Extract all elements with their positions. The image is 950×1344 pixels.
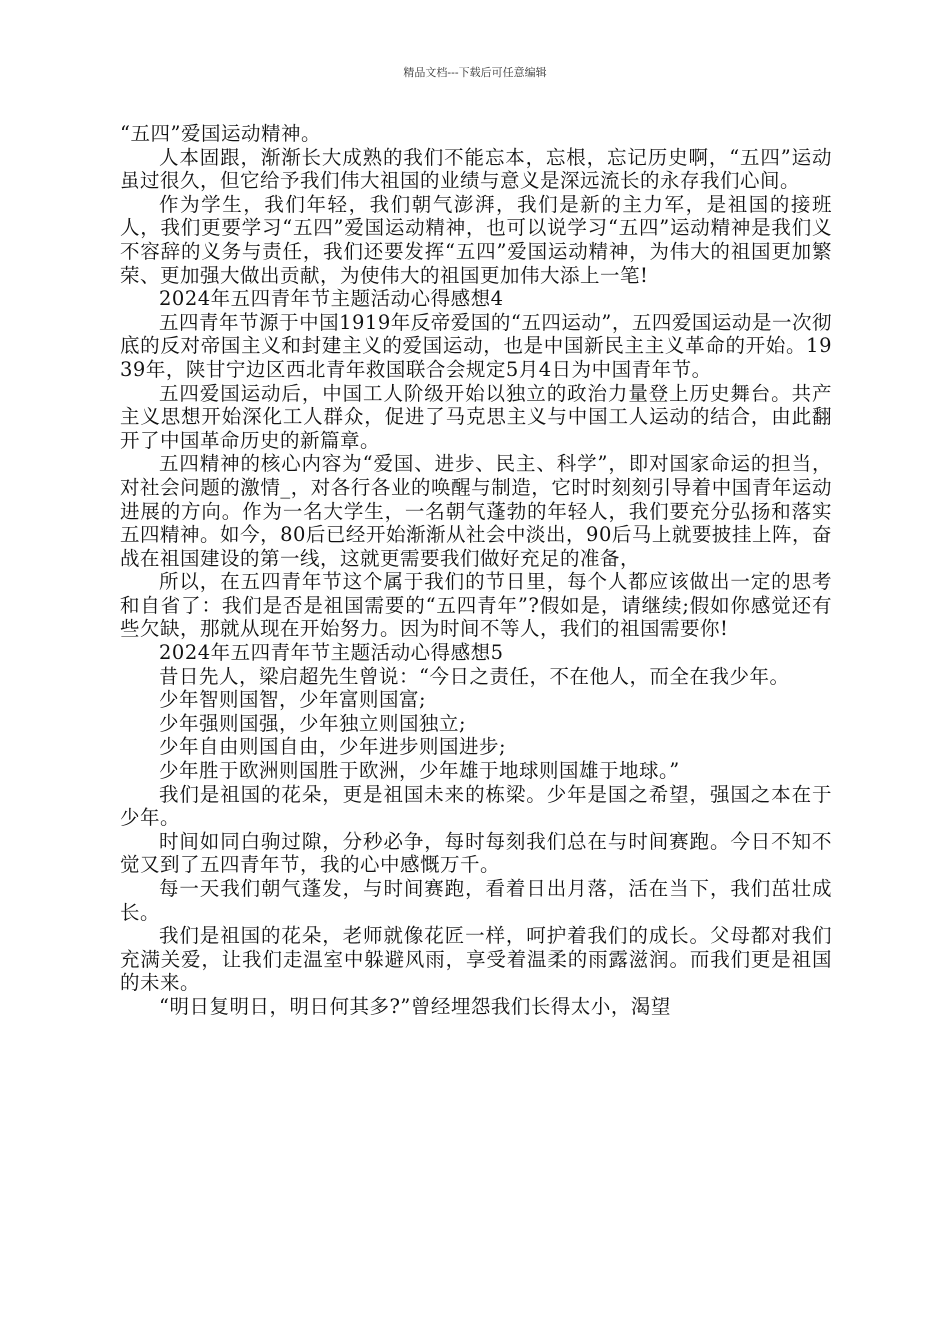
- paragraph-16: 时间如同白驹过隙，分秒必争，每时每刻我们总在与时间赛跑。今日不知不觉又到了五四青年节，我的心中感慨万千。: [120, 829, 832, 877]
- paragraph-13: 少年自由则国自由，少年进步则国进步;: [159, 735, 507, 759]
- paragraph-12: 少年强则国强，少年独立则国独立;: [159, 711, 467, 735]
- section-heading-4: 2024年五四青年节主题活动心得感想4: [159, 287, 504, 311]
- paragraph-18: 我们是祖国的花朵，老师就像花匠一样，呵护着我们的成长。父母都对我们充满关爱，让我们走温室中躲避风雨，享受着温柔的雨露滋润。而我们更是祖国的未来。: [120, 924, 832, 995]
- paragraph-7: 五四精神的核心内容为“爱国、进步、民主、科学”，即对国家命运的担当，对社会问题的激情_，对各行各业的唤醒与制造，它时时刻刻引导着中国青年运动进展的方向。作为一名大学生，一名朝气蓬勃的年轻人，我们要充分弘扬和落实五四精神。如今，80后已经开始渐渐从社会中淡出，90后马上就要披挂上阵，奋战在祖国建设的第一线，这就更需要我们做好充足的准备，: [120, 452, 832, 570]
- paragraph-19: “明日复明日，明日何其多?”曾经埋怨我们长得太小，渴望: [159, 994, 671, 1018]
- section-heading-5: 2024年五四青年节主题活动心得感想5: [159, 641, 504, 665]
- paragraph-14: 少年胜于欧洲则国胜于欧洲，少年雄于地球则国雄于地球。”: [159, 759, 680, 783]
- document-body: [120, 122, 832, 1019]
- paragraph-15: 我们是祖国的花朵，更是祖国未来的栋梁。少年是国之希望，强国之本在于少年。: [120, 782, 832, 830]
- paragraph-3: 作为学生，我们年轻，我们朝气澎湃，我们是新的主力军，是祖国的接班人，我们更要学习“五四”爱国运动精神，也可以说学习“五四”运动精神是我们义不容辞的义务与责任，我们还要发挥“五四”爱国运动精神，为伟大的祖国更加繁荣、更加强大做出贡献，为使伟大的祖国更加伟大添上一笔!: [120, 192, 832, 287]
- paragraph-17: 每一天我们朝气蓬发，与时间赛跑，看着日出月落，活在当下，我们茁壮成长。: [120, 877, 832, 924]
- page-header: 精品文档---下载后可任意编辑: [403, 66, 547, 79]
- paragraph-2: 人本固跟，渐渐长大成熟的我们不能忘本，忘根，忘记历史啊，“五四”运动虽过很久，但它给予我们伟大祖国的业绩与意义是深远流长的永存我们心间。: [120, 145, 832, 193]
- paragraph-11: 少年智则国智，少年富则国富;: [159, 688, 427, 712]
- paragraph-1: “五四”爱国运动精神。: [120, 122, 321, 145]
- paragraph-6: 五四爱国运动后，中国工人阶级开始以独立的政治力量登上历史舞台。共产主义思想开始深化工人群众，促进了马克思主义与中国工人运动的结合，由此翻开了中国革命历史的新篇章。: [120, 381, 832, 452]
- paragraph-5: 五四青年节源于中国1919年反帝爱国的“五四运动”，五四爱国运动是一次彻底的反对帝国主义和封建主义的爱国运动，也是中国新民主主义革命的开始。1939年，陕甘宁边区西北青年救国联合会规定5月4日为中国青年节。: [120, 310, 832, 381]
- paragraph-10: 昔日先人，梁启超先生曾说：“今日之责任，不在他人，而全在我少年。: [159, 664, 790, 688]
- paragraph-8: 所以，在五四青年节这个属于我们的节日里，每个人都应该做出一定的思考和自省了：我们是否是祖国需要的“五四青年”?假如是，请继续;假如你感觉还有些欠缺，那就从现在开始努力。因为时间不等人，我们的祖国需要你!: [120, 570, 832, 641]
